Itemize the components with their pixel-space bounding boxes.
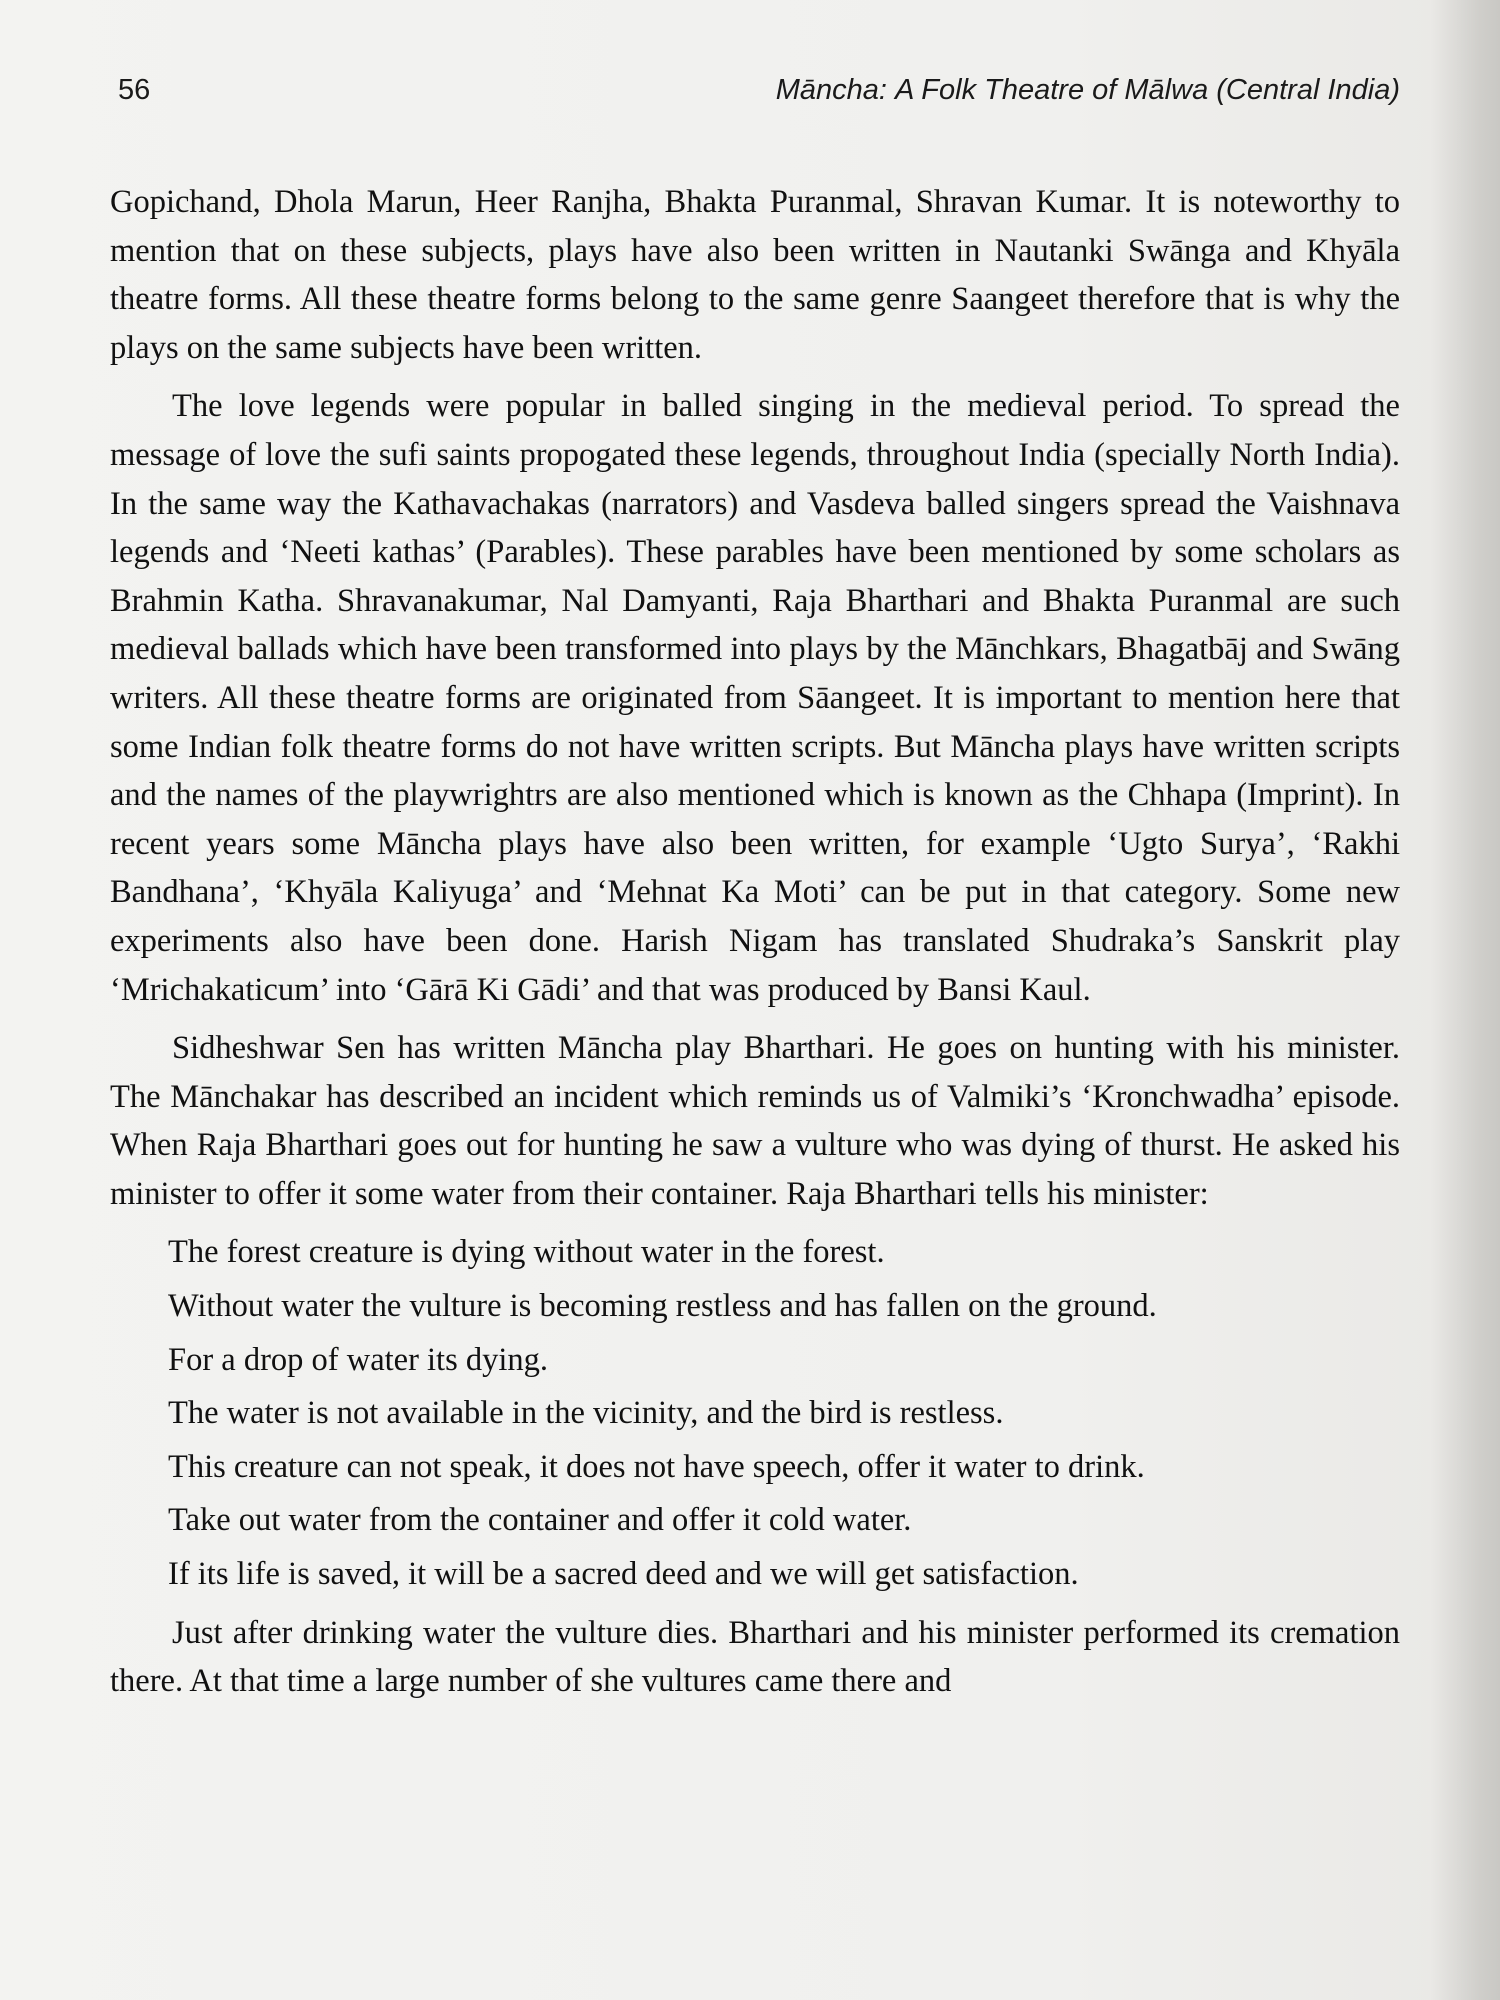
verse-line: For a drop of water its dying. xyxy=(168,1341,549,1378)
paragraph-3: Sidheshwar Sen has written Māncha play Bharthari. He goes on hunting with his minister. The Mānchakar has described an incident which reminds us of Valmiki’s ‘Kronchwadha’ episode. When Raja Bharthari goes out for hunting he saw a vulture who was dying of thurst. He asked his minister to offer it some water from their container. Raja Bharthari tells his minister: xyxy=(110,1030,1400,1212)
paragraph-2: The love legends were popular in balled singing in the medieval period. To spread the message of love the sufi saints propogated these legends, throughout India (specially North India). In the same way the Kathavachakas (narrators) and Vasdeva balled singers spread the Vaishnava legends and ‘Neeti kathas’ (Parables). These parables have been mentioned by some scholars as Brahmin Katha. Shravanakumar, Nal Damyanti, Raja Bharthari and Bhakta Puranmal are such medieval ballads which have been transformed into plays by the Mānchkars, Bhagatbāj and Swāng writers. All these theatre forms are originated from Sāangeet. It is important to mention here that some Indian folk theatre forms do not have written scripts. But Māncha plays have written scripts and the names of the playwrightrs are also mentioned which is known as the Chhapa (Imprint). In recent years some Māncha plays have also been written, for example ‘Ugto Surya’, ‘Rakhi Bandhana’, ‘Khyāla Kaliyuga’ and ‘Mehnat Ka Moti’ can be put in that category. Some new experiments also have been done. Harish Nigam has translated Shudraka’s Sanskrit play ‘Mrichakaticum’ into ‘Gārā Ki Gādi’ and that was produced by Bansi Kaul. xyxy=(110,388,1400,1008)
verse-line: If its life is saved, it will be a sacred deed and we will get satisfaction. xyxy=(168,1556,1079,1593)
running-title: Mānchа: A Folk Theatre of Mālwa (Central India) xyxy=(775,74,1400,106)
page-number: 56 xyxy=(118,74,151,106)
verse-line: This creature can not speak, it does not have speech, offer it water to drink. xyxy=(168,1448,1145,1485)
verse-line: Take out water from the container and offer it cold water. xyxy=(168,1502,912,1539)
verse-line: Without water the vulture is becoming restless and has fallen on the ground. xyxy=(168,1288,1157,1325)
closing-paragraph: Just after drinking water the vulture dies. Bharthari and his minister performed its cremation there. At that time a large number of she vultures came there and xyxy=(110,1614,1400,1700)
verse-block xyxy=(110,1228,1400,1598)
page-header xyxy=(112,70,1400,112)
verse-line: The water is not available in the vicinity, and the bird is restless. xyxy=(168,1395,1004,1432)
verse-line: The forest creature is dying without water in the forest. xyxy=(168,1234,885,1271)
body-text xyxy=(110,178,1400,1706)
page-edge-shadow xyxy=(1430,0,1500,2000)
paragraph-1: Gopichand, Dhola Marun, Heer Ranjha, Bhakta Puranmal, Shravan Kumar. It is noteworthy to mention that on these subjects, plays have also been written in Nautanki Swānga and Khyāla theatre forms. All these theatre forms belong to the same genre Saangeet therefore that is why the plays on the same subjects have been written. xyxy=(110,184,1400,366)
